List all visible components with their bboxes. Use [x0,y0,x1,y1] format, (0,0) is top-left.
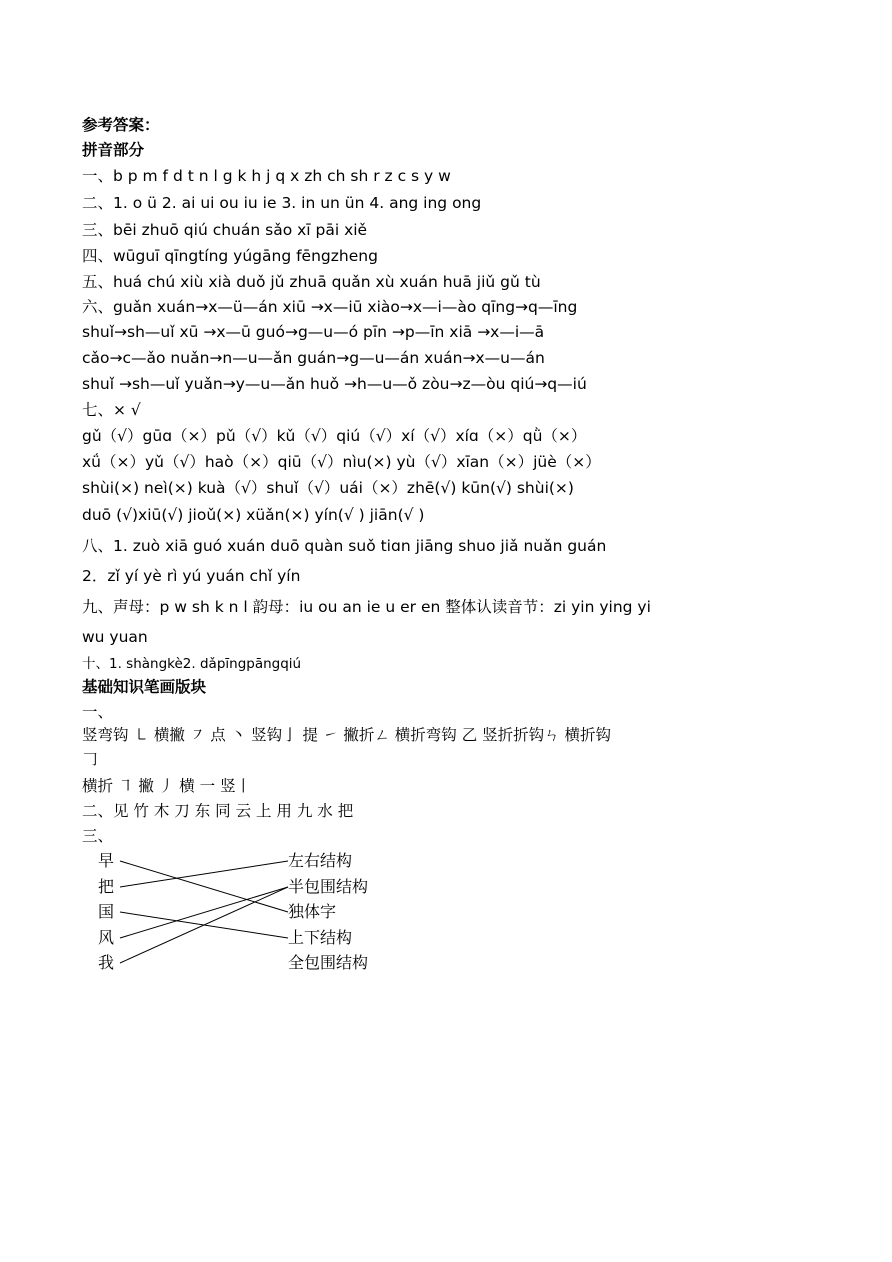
answer-line: 三、 [82,827,114,845]
answer-line: 一、b p m f d t n l g k h j q x zh ch sh r z c s y w [82,167,451,185]
answer-line: 竖弯钩 ㇄ 横撇 ㇇ 点 丶 竖钩亅 提 ㇀ 撇折ㄥ 横折弯钩 乙 竖折折钩ㄣ 横折钩 [82,726,612,744]
answer-line: gǔ（√）gūɑ（×）pǔ（√）kǔ（√）qiú（√）xí（√）xíɑ（×）qǜ（×） [82,427,587,445]
answer-line: 八、1. zuò xiā guó xuán duō quàn suǒ tiɑn jiāng shuo jiǎ nuǎn guán [82,537,607,555]
answer-line: cǎo→c—ǎo nuǎn→n—u—ǎn guán→g—u—án xuán→x—u—án [82,349,545,367]
answer-line: 𠃌 [82,750,98,768]
match-structure: 独体字 [288,902,337,921]
answer-line: 六、guǎn xuán→x—ü—án xiū →x—iū xiào→x—i—ào qīng→q—īng [82,298,578,316]
match-line [120,861,288,887]
match-line [120,861,288,912]
match-line [120,887,288,938]
match-structure: 上下结构 [288,928,353,947]
match-structure: 全包围结构 [288,953,369,972]
match-char: 早 [98,851,115,870]
match-char: 国 [98,902,115,921]
answer-line: 四、wūguī qīngtíng yúgāng fēngzheng [82,247,378,265]
match-structure: 左右结构 [288,851,353,870]
answer-line: 拼音部分 [82,141,145,159]
answer-line: 参考答案： [82,116,160,134]
answer-line: wu yuan [82,628,148,646]
answer-line: 五、huá chú xiù xià duǒ jǔ zhuā quǎn xù xuán huā jiǔ gǔ tù [82,273,541,291]
answer-line: 十、1. shàngkè2. dǎpīngpāngqiú [82,656,302,672]
answer-line: 基础知识笔画版块 [82,678,207,696]
match-char: 我 [98,953,115,972]
answer-line: shuǐ →sh—uǐ yuǎn→y—u—ǎn huǒ →h—u—ǒ zòu→z—òu qiú→q—iú [82,375,587,393]
answer-line: 2．zǐ yí yè rì yú yuán chǐ yín [82,567,301,585]
answer-line: xǘ（×）yǔ（√）haò（×）qiū（√）nìu(×) yù（√）xīan（×）jüè（×） [82,453,601,471]
answer-line: 二、见 竹 木 刀 东 同 云 上 用 九 水 把 [82,802,354,820]
answer-line: 二、1. o ü 2. ai ui ou iu ie 3. in un ün 4. ang ing ong [82,194,482,212]
answer-line: 一、 [82,703,114,721]
match-char: 把 [98,877,115,896]
match-structure: 半包围结构 [288,877,369,896]
answer-line: 七、× √ [82,401,141,419]
answer-line: 横折 ㇕ 撇 丿 横 一 竖丨 [82,777,252,795]
answer-line: 九、声母：p w sh k n l 韵母：iu ou an ie u er en 整体认读音节：zi yin ying yi [82,598,651,616]
answer-line: 三、bēi zhuō qiú chuán sǎo xī pāi xiě [82,221,368,239]
answer-line: shùi(×) neì(×) kuà（√）shuǐ（√）uái（×）zhē(√) kūn(√) shùi(×) [82,479,574,497]
answer-line: duō (√)xiū(√) jioǔ(×) xüǎn(×) yín(√ ) jiān(√ ) [82,506,425,524]
answer-line: shuǐ→sh—uǐ xū →x—ū guó→g—u—ó pīn →p—īn xiā →x—i—ā [82,323,545,341]
match-line [120,887,288,963]
match-char: 风 [98,928,115,947]
